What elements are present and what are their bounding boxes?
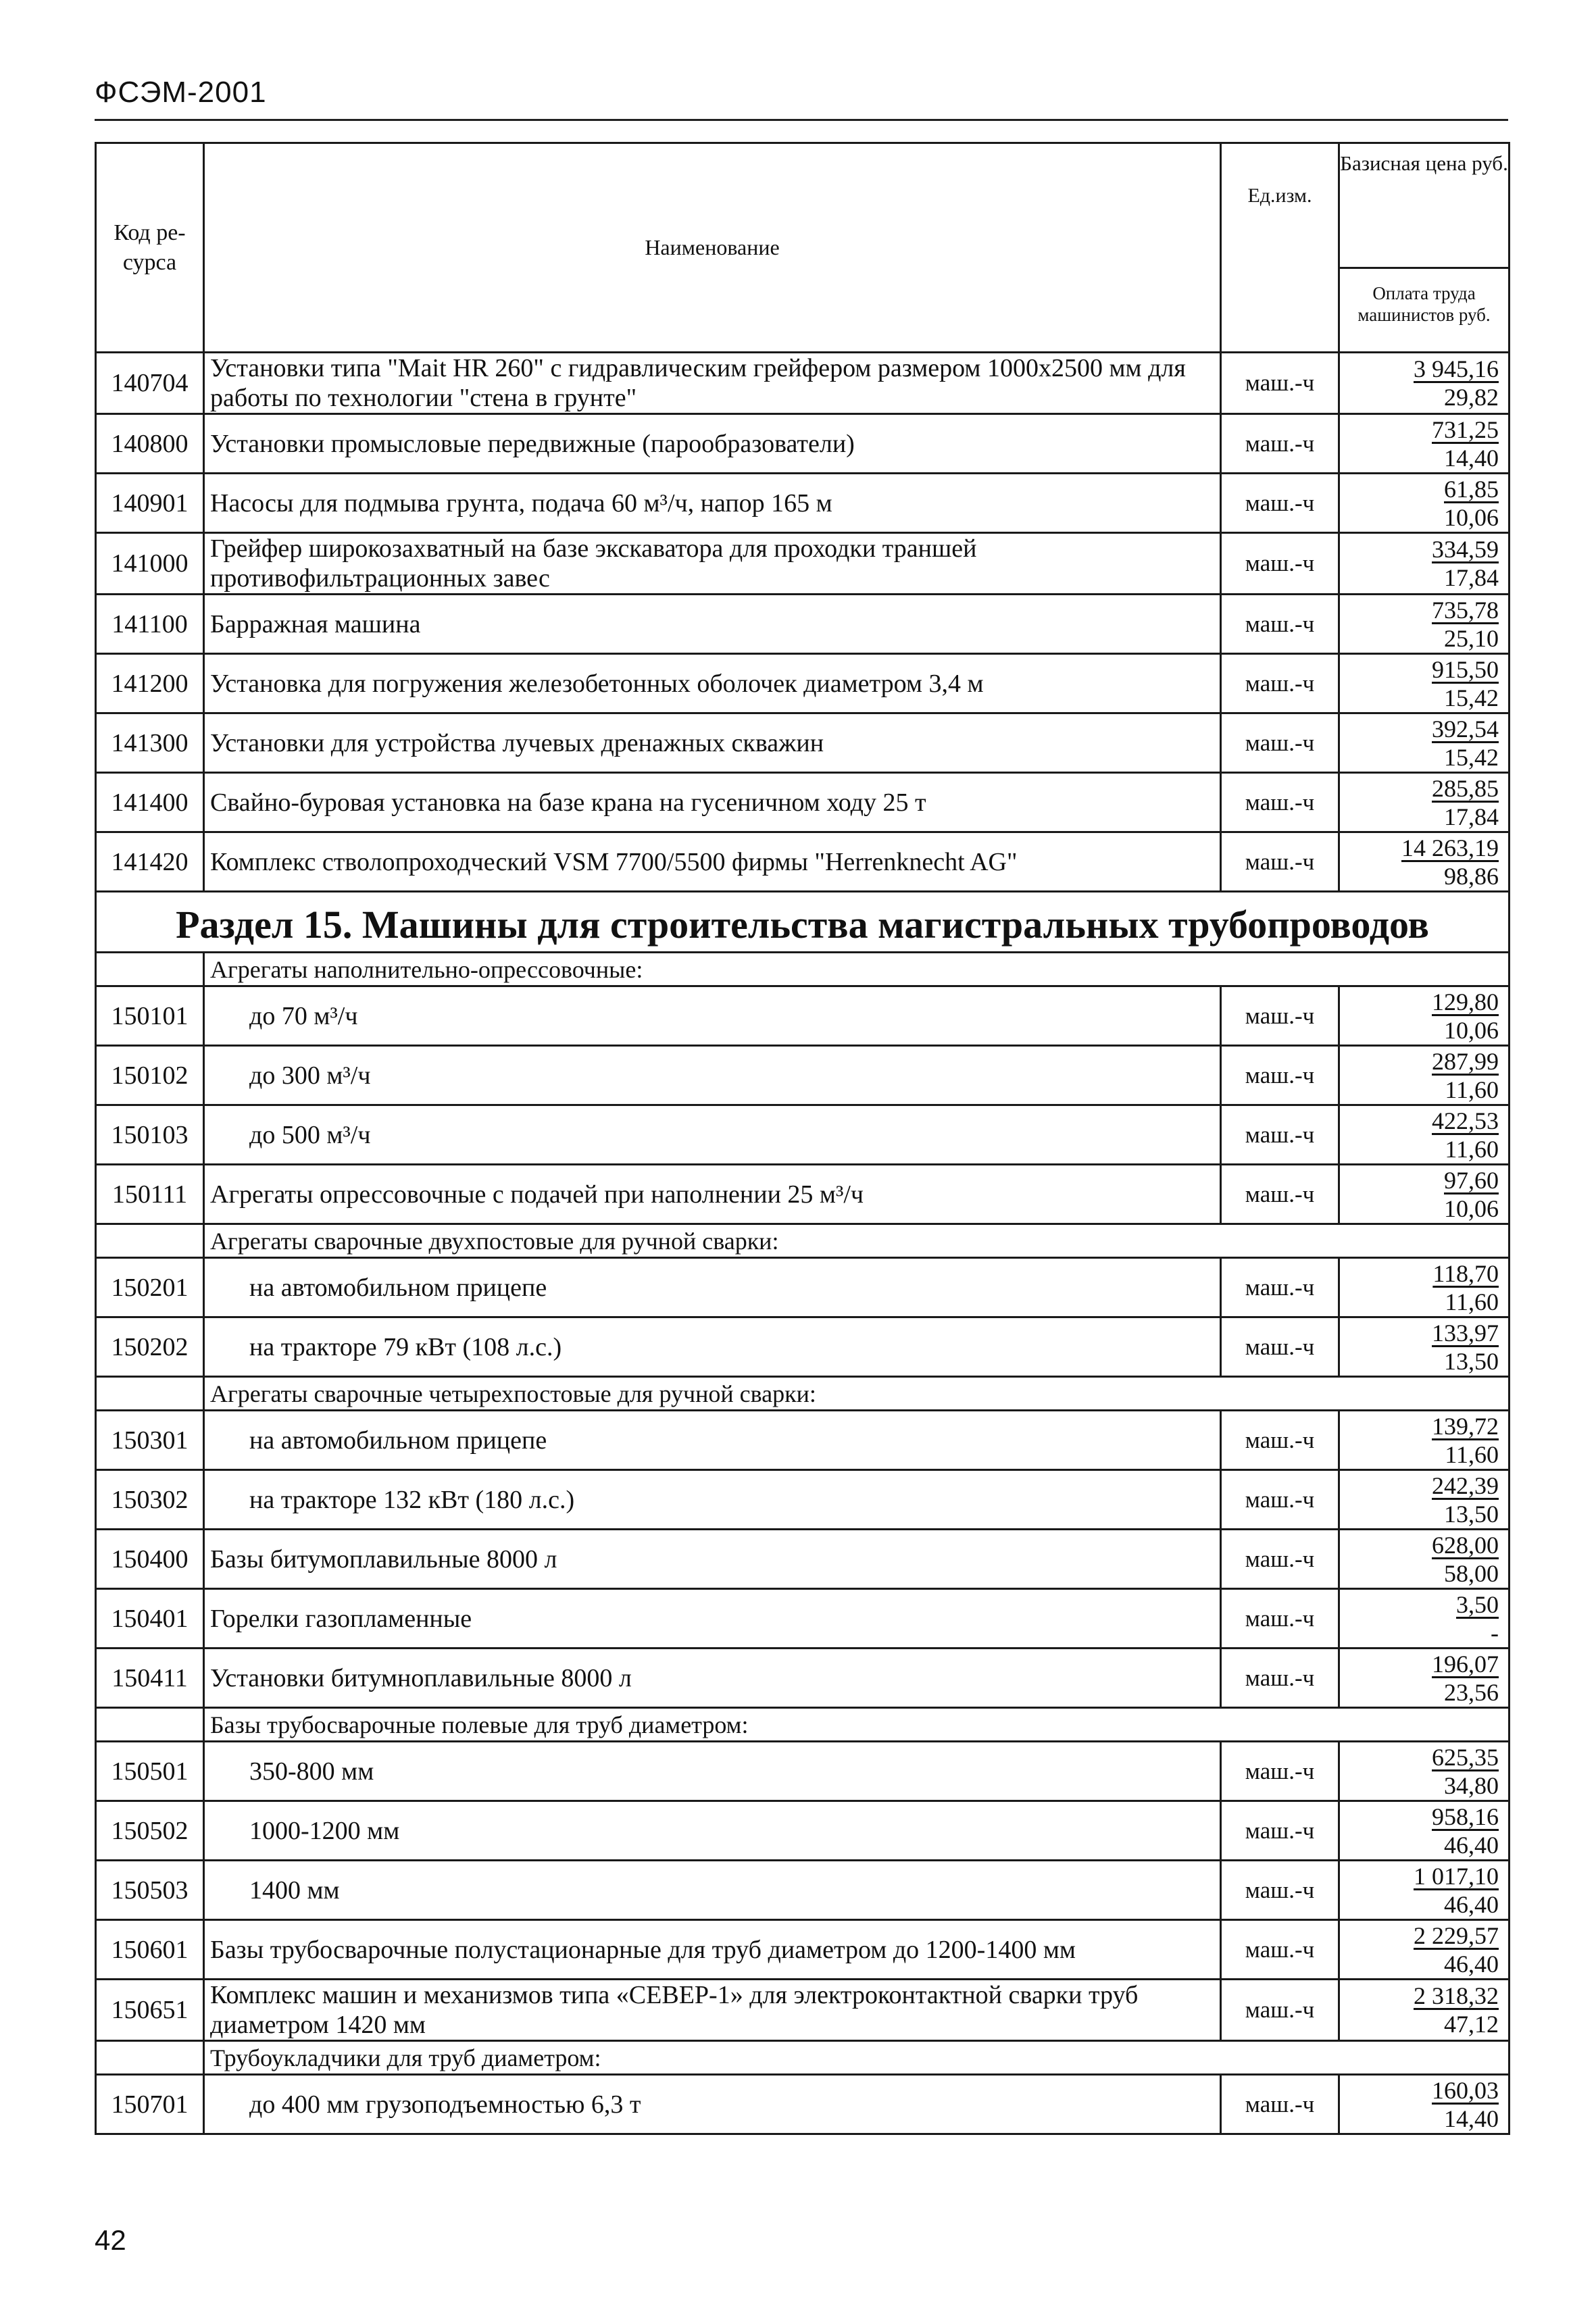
- resource-code: 141420: [96, 832, 204, 892]
- group-label: Трубоукладчики для труб диаметром:: [204, 2041, 1510, 2075]
- resource-name: до 500 м³/ч: [204, 1105, 1221, 1165]
- base-price: 287,99: [1432, 1047, 1499, 1075]
- resource-code: 150501: [96, 1742, 204, 1801]
- base-price: 2 229,57: [1414, 1921, 1499, 1949]
- resource-code: 150102: [96, 1046, 204, 1105]
- unit: маш.-ч: [1221, 2075, 1339, 2134]
- unit: маш.-ч: [1221, 474, 1339, 533]
- resource-code: 150101: [96, 986, 204, 1046]
- base-price: 2 318,32: [1414, 1982, 1499, 2009]
- table-row: [96, 1980, 1510, 2041]
- base-price: 139,72: [1432, 1412, 1499, 1440]
- unit: маш.-ч: [1221, 1411, 1339, 1470]
- base-price: 958,16: [1432, 1803, 1499, 1830]
- resource-code: 150301: [96, 1411, 204, 1470]
- unit: маш.-ч: [1221, 1046, 1339, 1105]
- resource-name: Установки для устройства лучевых дренажных скважин: [204, 713, 1221, 773]
- base-price: 133,97: [1432, 1319, 1499, 1347]
- resource-name: Установки промысловые передвижные (парообразователи): [204, 414, 1221, 474]
- price-cell: [1339, 2075, 1510, 2134]
- price-cell: [1339, 1530, 1510, 1589]
- resource-code: 150503: [96, 1861, 204, 1920]
- unit: маш.-ч: [1221, 414, 1339, 474]
- base-price: 915,50: [1432, 655, 1499, 683]
- operator-wage: 10,06: [1444, 1016, 1499, 1044]
- price-cell: [1339, 1470, 1510, 1530]
- table-row: [96, 1046, 1510, 1105]
- section-title: Раздел 15. Машины для строительства магистральных трубопроводов: [96, 892, 1510, 953]
- group-label: Агрегаты наполнительно-опрессовочные:: [204, 953, 1510, 986]
- document-header: ФСЭМ-2001: [95, 76, 267, 109]
- price-cell: [1339, 1165, 1510, 1224]
- base-price: 1 017,10: [1414, 1862, 1499, 1890]
- base-price: 118,70: [1432, 1259, 1499, 1287]
- price-cell: [1339, 832, 1510, 892]
- price-cell: [1339, 1317, 1510, 1377]
- resource-name: на автомобильном прицепе: [204, 1411, 1221, 1470]
- unit: маш.-ч: [1221, 1742, 1339, 1801]
- operator-wage: 46,40: [1444, 1831, 1499, 1859]
- resource-name: 1400 мм: [204, 1861, 1221, 1920]
- table-row: [96, 533, 1510, 595]
- group-code-empty: [96, 1708, 204, 1742]
- unit: маш.-ч: [1221, 713, 1339, 773]
- operator-wage: 29,82: [1444, 384, 1499, 411]
- table-row: [96, 1165, 1510, 1224]
- table-row: [96, 1742, 1510, 1801]
- table-row: [96, 1317, 1510, 1377]
- base-price: 61,85: [1444, 475, 1499, 503]
- header-unit: Ед.изм.: [1221, 143, 1339, 353]
- table-row: [96, 1649, 1510, 1708]
- unit: маш.-ч: [1221, 595, 1339, 654]
- resource-code: 150411: [96, 1649, 204, 1708]
- unit: маш.-ч: [1221, 1861, 1339, 1920]
- operator-wage: 17,84: [1444, 803, 1499, 830]
- resource-name: на автомобильном прицепе: [204, 1258, 1221, 1317]
- base-price: 735,78: [1432, 596, 1499, 624]
- resource-code: 150701: [96, 2075, 204, 2134]
- base-price: 3 945,16: [1414, 355, 1499, 382]
- unit: маш.-ч: [1221, 1920, 1339, 1980]
- price-cell: [1339, 533, 1510, 595]
- operator-wage: 46,40: [1444, 1890, 1499, 1918]
- resource-code: 150601: [96, 1920, 204, 1980]
- resource-name: на тракторе 79 кВт (108 л.с.): [204, 1317, 1221, 1377]
- group-code-empty: [96, 2041, 204, 2075]
- table-row: [96, 1920, 1510, 1980]
- operator-wage: 34,80: [1444, 1771, 1499, 1799]
- resource-name: Комплекс машин и механизмов типа «СЕВЕР-1» для электроконтактной сварки труб диаметром 1420 мм: [204, 1980, 1221, 2041]
- price-cell: [1339, 353, 1510, 414]
- price-cell: [1339, 1649, 1510, 1708]
- operator-wage: 46,40: [1444, 1950, 1499, 1978]
- resource-name: до 300 м³/ч: [204, 1046, 1221, 1105]
- unit: маш.-ч: [1221, 1589, 1339, 1649]
- price-cell: [1339, 1046, 1510, 1105]
- resource-code: 150502: [96, 1801, 204, 1861]
- price-cell: [1339, 1742, 1510, 1801]
- unit: маш.-ч: [1221, 1980, 1339, 2041]
- resource-code: 141400: [96, 773, 204, 832]
- base-price: 628,00: [1432, 1531, 1499, 1559]
- group-code-empty: [96, 953, 204, 986]
- operator-wage: 23,56: [1444, 1678, 1499, 1706]
- table-row: [96, 1861, 1510, 1920]
- base-price: 731,25: [1432, 416, 1499, 443]
- resource-name: Установки типа "Mait HR 260" с гидравлическим грейфером размером 1000x2500 мм для работы по технологии "стена в грунте": [204, 353, 1221, 414]
- resource-code: 150400: [96, 1530, 204, 1589]
- table-row: [96, 595, 1510, 654]
- price-cell: [1339, 713, 1510, 773]
- price-table: [95, 142, 1510, 2135]
- base-price: 160,03: [1432, 2076, 1499, 2104]
- base-price: 242,39: [1432, 1472, 1499, 1499]
- price-cell: [1339, 986, 1510, 1046]
- table-row: [96, 1470, 1510, 1530]
- resource-code: 141000: [96, 533, 204, 595]
- resource-name: Горелки газопламенные: [204, 1589, 1221, 1649]
- header-code: Код ре-сурса: [96, 143, 204, 353]
- base-price: 3,50: [1456, 1590, 1499, 1618]
- price-cell: [1339, 773, 1510, 832]
- resource-name: Установки битумноплавильные 8000 л: [204, 1649, 1221, 1708]
- unit: маш.-ч: [1221, 1649, 1339, 1708]
- table-row: [96, 1589, 1510, 1649]
- group-row: [96, 1224, 1510, 1258]
- operator-wage: -: [1491, 1619, 1499, 1646]
- unit: маш.-ч: [1221, 1105, 1339, 1165]
- section-row: [96, 892, 1510, 953]
- group-code-empty: [96, 1224, 204, 1258]
- price-cell: [1339, 474, 1510, 533]
- resource-code: 140901: [96, 474, 204, 533]
- unit: маш.-ч: [1221, 1801, 1339, 1861]
- unit: маш.-ч: [1221, 986, 1339, 1046]
- resource-name: Базы битумоплавильные 8000 л: [204, 1530, 1221, 1589]
- table-row: [96, 832, 1510, 892]
- group-label: Агрегаты сварочные четырехпостовые для ручной сварки:: [204, 1377, 1510, 1411]
- group-row: [96, 953, 1510, 986]
- table-row: [96, 2075, 1510, 2134]
- operator-wage: 15,42: [1444, 684, 1499, 711]
- operator-wage: 10,06: [1444, 1194, 1499, 1222]
- resource-code: 150302: [96, 1470, 204, 1530]
- price-cell: [1339, 1801, 1510, 1861]
- unit: маш.-ч: [1221, 773, 1339, 832]
- operator-wage: 10,06: [1444, 503, 1499, 531]
- resource-code: 150651: [96, 1980, 204, 2041]
- operator-wage: 11,60: [1445, 1135, 1499, 1163]
- group-code-empty: [96, 1377, 204, 1411]
- base-price: 392,54: [1432, 715, 1499, 743]
- resource-name: Свайно-буровая установка на базе крана на гусеничном ходу 25 т: [204, 773, 1221, 832]
- unit: маш.-ч: [1221, 654, 1339, 713]
- operator-wage: 14,40: [1444, 2105, 1499, 2132]
- group-label: Базы трубосварочные полевые для труб диаметром:: [204, 1708, 1510, 1742]
- operator-wage: 15,42: [1444, 743, 1499, 771]
- operator-wage: 11,60: [1445, 1288, 1499, 1315]
- header-price: Базисная цена руб.: [1340, 144, 1508, 269]
- table-row: [96, 414, 1510, 474]
- resource-name: 1000-1200 мм: [204, 1801, 1221, 1861]
- resource-name: Комплекс стволопроходческий VSM 7700/5500 фирмы "Herrenknecht AG": [204, 832, 1221, 892]
- price-cell: [1339, 1411, 1510, 1470]
- operator-wage: 17,84: [1444, 564, 1499, 591]
- resource-code: 150201: [96, 1258, 204, 1317]
- resource-code: 150401: [96, 1589, 204, 1649]
- table-row: [96, 474, 1510, 533]
- price-cell: [1339, 1980, 1510, 2041]
- table-row: [96, 654, 1510, 713]
- base-price: 97,60: [1444, 1166, 1499, 1194]
- resource-name: Грейфер широкозахватный на базе экскаватора для проходки траншей противофильтрационных завес: [204, 533, 1221, 595]
- price-cell: [1339, 654, 1510, 713]
- operator-wage: 13,50: [1444, 1347, 1499, 1375]
- table-row: [96, 1530, 1510, 1589]
- operator-wage: 14,40: [1444, 444, 1499, 472]
- header-name: Наименование: [204, 143, 1221, 353]
- resource-code: 150202: [96, 1317, 204, 1377]
- operator-wage: 58,00: [1444, 1559, 1499, 1587]
- header-wage: Оплата труда машинистов руб.: [1357, 283, 1491, 325]
- resource-name: Базы трубосварочные полустационарные для труб диаметром до 1200-1400 мм: [204, 1920, 1221, 1980]
- base-price: 196,07: [1432, 1650, 1499, 1678]
- group-label: Агрегаты сварочные двухпостовые для ручной сварки:: [204, 1224, 1510, 1258]
- header-price-cell: [1339, 143, 1510, 353]
- price-cell: [1339, 1861, 1510, 1920]
- table-header-row: [96, 143, 1510, 353]
- operator-wage: 25,10: [1444, 624, 1499, 652]
- operator-wage: 11,60: [1445, 1076, 1499, 1103]
- operator-wage: 11,60: [1445, 1440, 1499, 1468]
- table-row: [96, 1258, 1510, 1317]
- page-number: 42: [95, 2224, 126, 2256]
- resource-code: 141200: [96, 654, 204, 713]
- table-row: [96, 1105, 1510, 1165]
- table-row: [96, 1801, 1510, 1861]
- resource-name: 350-800 мм: [204, 1742, 1221, 1801]
- resource-name: на тракторе 132 кВт (180 л.с.): [204, 1470, 1221, 1530]
- price-cell: [1339, 595, 1510, 654]
- operator-wage: 98,86: [1444, 862, 1499, 890]
- base-price: 285,85: [1432, 774, 1499, 802]
- header-rule: [95, 119, 1508, 121]
- group-row: [96, 1377, 1510, 1411]
- unit: маш.-ч: [1221, 1470, 1339, 1530]
- base-price: 625,35: [1432, 1743, 1499, 1771]
- resource-code: 140704: [96, 353, 204, 414]
- price-cell: [1339, 1920, 1510, 1980]
- resource-code: 150103: [96, 1105, 204, 1165]
- unit: маш.-ч: [1221, 1165, 1339, 1224]
- table-row: [96, 353, 1510, 414]
- base-price: 422,53: [1432, 1107, 1499, 1134]
- resource-code: 141100: [96, 595, 204, 654]
- table-row: [96, 713, 1510, 773]
- base-price: 129,80: [1432, 988, 1499, 1015]
- unit: маш.-ч: [1221, 1258, 1339, 1317]
- unit: маш.-ч: [1221, 1317, 1339, 1377]
- resource-name: до 70 м³/ч: [204, 986, 1221, 1046]
- base-price: 334,59: [1432, 536, 1499, 563]
- table-row: [96, 1411, 1510, 1470]
- resource-code: 141300: [96, 713, 204, 773]
- price-cell: [1339, 1589, 1510, 1649]
- group-row: [96, 2041, 1510, 2075]
- price-cell: [1339, 1258, 1510, 1317]
- base-price: 14 263,19: [1401, 834, 1499, 861]
- unit: маш.-ч: [1221, 832, 1339, 892]
- price-cell: [1339, 414, 1510, 474]
- resource-name: Насосы для подмыва грунта, подача 60 м³/ч, напор 165 м: [204, 474, 1221, 533]
- resource-name: Агрегаты опрессовочные с подачей при наполнении 25 м³/ч: [204, 1165, 1221, 1224]
- resource-name: до 400 мм грузоподъемностью 6,3 т: [204, 2075, 1221, 2134]
- unit: маш.-ч: [1221, 533, 1339, 595]
- resource-name: Барражная машина: [204, 595, 1221, 654]
- table-row: [96, 773, 1510, 832]
- resource-code: 150111: [96, 1165, 204, 1224]
- unit: маш.-ч: [1221, 1530, 1339, 1589]
- operator-wage: 13,50: [1444, 1500, 1499, 1528]
- table-row: [96, 986, 1510, 1046]
- unit: маш.-ч: [1221, 353, 1339, 414]
- group-row: [96, 1708, 1510, 1742]
- resource-code: 140800: [96, 414, 204, 474]
- operator-wage: 47,12: [1444, 2011, 1499, 2038]
- price-cell: [1339, 1105, 1510, 1165]
- resource-name: Установка для погружения железобетонных оболочек диаметром 3,4 м: [204, 654, 1221, 713]
